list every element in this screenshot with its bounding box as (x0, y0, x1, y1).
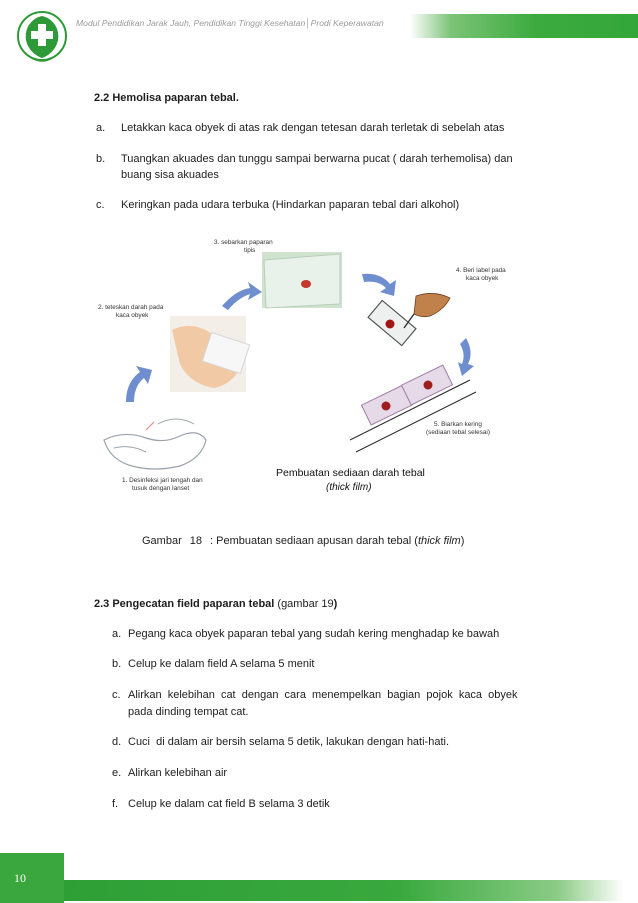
svg-text:tusuk dengan lanset: tusuk dengan lanset (132, 485, 190, 492)
list-item (112, 686, 542, 722)
list-item-text-continued: buang sisa akuades (121, 169, 219, 181)
footer-page-block (0, 853, 64, 903)
section-2-2-title: 2.2 Hemolisa paparan tebal. (94, 92, 239, 104)
step1-image (104, 419, 206, 469)
figure-caption (142, 535, 464, 547)
list-marker: e. (112, 767, 122, 779)
footer-accent-bar (64, 880, 624, 901)
list-marker: a. (96, 122, 106, 134)
header-title: Modul Pendidikan Jarak Jauh, Pendidikan Tinggi Kesehatan│Prodi Keperawatan (76, 18, 384, 28)
svg-text:(sediaan tebal selesai): (sediaan tebal selesai) (426, 429, 490, 436)
list-item (112, 795, 542, 813)
svg-text:kaca obyek: kaca obyek (466, 275, 499, 282)
list-marker: a. (112, 628, 122, 640)
svg-text:kaca obyek: kaca obyek (116, 312, 149, 319)
section-2-3-title-ref: (gambar 19 (277, 598, 334, 610)
list-item-text: Pegang kaca obyek paparan tebal yang sudah kering menghadap ke bawah (128, 628, 500, 640)
list-marker: c. (96, 199, 105, 211)
list-item (96, 150, 536, 186)
list-item (96, 119, 536, 137)
caption-number: 18 (189, 535, 202, 547)
footer-divider (64, 878, 638, 880)
list-item (96, 196, 536, 214)
list-item-text: Celup ke dalam cat field B selama 3 detik (128, 798, 330, 810)
step1-label: 1. Desinfeksi jari tengah dan (122, 477, 203, 484)
list-item-text: Letakkan kaca obyek di atas rak dengan tetesan darah terletak di sebelah atas (121, 122, 505, 134)
list-item-text: Tuangkan akuades dan tunggu sampai berwarna pucat ( darah terhemolisa) dan (121, 153, 513, 165)
list-item-text: Cuci di dalam air bersih selama 5 detik, lakukan dengan hati-hati. (128, 736, 450, 748)
arrow-icon (222, 282, 262, 310)
diagram-title: Pembuatan sediaan darah tebal (276, 467, 425, 479)
caption-label: Gambar (142, 535, 182, 547)
arrow-icon (458, 338, 474, 376)
list-marker: b. (96, 153, 106, 165)
diagram-subtitle: (thick film) (326, 482, 372, 493)
thick-film-diagram (94, 234, 514, 504)
list-item-text: Alirkan kelebihan air (128, 767, 228, 779)
list-marker: d. (112, 736, 122, 748)
bakti-husada-logo (14, 6, 70, 80)
list-marker: b. (112, 658, 122, 670)
list-item (112, 655, 542, 673)
section-2-3-title-end: ) (333, 598, 338, 610)
list-item-text: Celup ke dalam field A selama 5 menit (128, 658, 315, 670)
list-item-text: Keringkan pada udara terbuka (Hindarkan paparan tebal dari alkohol) (121, 199, 460, 211)
page-number: 10 (14, 871, 26, 885)
step3-image (262, 252, 342, 308)
list-item-text-continued: pada dinding tempat cat. (128, 706, 249, 718)
svg-text:tipis: tipis (244, 247, 256, 254)
caption-italic: thick film (417, 535, 461, 547)
step4-image (368, 293, 450, 345)
list-marker: f. (112, 798, 119, 810)
list-item (112, 733, 542, 751)
step5-label: 5. Biarkan kering (434, 421, 482, 428)
step4-label: 4. Beri label pada (456, 267, 506, 274)
caption-text: : Pembuatan sediaan apusan darah tebal ( (210, 535, 418, 547)
list-item-text: Alirkan kelebihan cat dengan cara menempelkan bagian pojok kaca obyek (128, 689, 518, 701)
arrow-icon (362, 274, 396, 296)
step5-image (350, 365, 476, 452)
list-item (112, 764, 542, 782)
step2-image (170, 316, 250, 392)
list-marker: c. (112, 689, 121, 701)
step3-label: 3. sebarkan paparan (214, 239, 273, 246)
section-2-3-title: 2.3 Pengecatan field paparan tebal (gambar 19) (94, 598, 338, 610)
header-accent-bar (410, 14, 638, 38)
arrow-icon (126, 366, 152, 402)
step2-label: 2. teteskan darah pada (98, 304, 164, 311)
list-item (112, 625, 542, 643)
caption-end: ) (460, 535, 465, 547)
